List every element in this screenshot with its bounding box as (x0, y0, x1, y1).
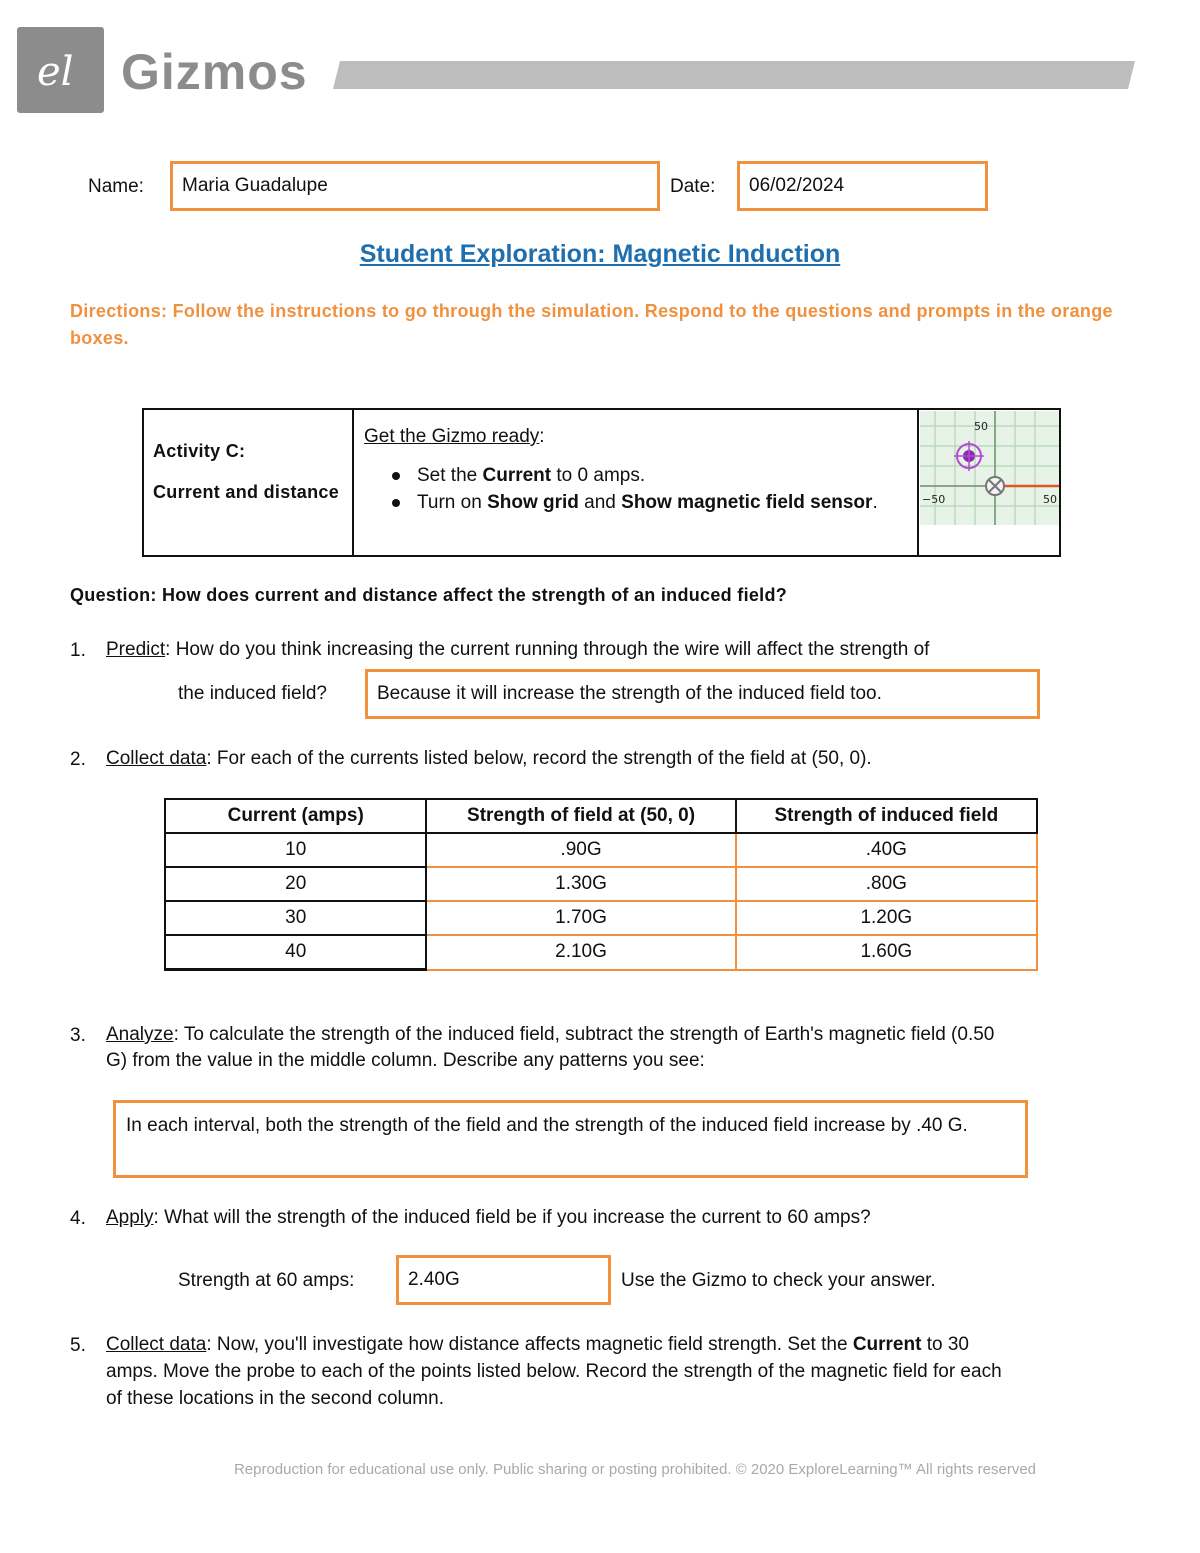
logo-icon (17, 27, 104, 113)
q3-number: 3. (70, 1025, 86, 1046)
table-header-row (165, 799, 1037, 833)
bullet1-bold: Current (482, 465, 552, 486)
grid-tick-left: −50 (922, 493, 946, 506)
bullet-icon (392, 499, 400, 507)
q1-text (106, 637, 1106, 663)
bullet-icon (392, 472, 400, 480)
q1-number: 1. (70, 640, 86, 661)
list-item (390, 489, 910, 516)
q4-body: : What will the strength of the induced field be if you increase the current to 60 amps? (153, 1207, 871, 1228)
q2-keyword: Collect data (106, 748, 207, 769)
q1-answer-box[interactable]: Because it will increase the strength of the induced field too. (365, 669, 1040, 719)
table-row (165, 867, 1037, 901)
header-bar (333, 61, 1135, 89)
q1-keyword: Predict (106, 639, 166, 660)
q4-number: 4. (70, 1208, 86, 1229)
list-item (390, 462, 910, 489)
page-title: Student Exploration: Magnetic Induction (359, 240, 841, 268)
name-field[interactable]: Maria Guadalupe (170, 161, 660, 211)
q2-body: : For each of the currents listed below, record the strength of the field at (50, 0). (206, 748, 872, 769)
q3-text2: G) from the value in the middle column. Describe any patterns you see: (106, 1050, 705, 1071)
q4-answer-box[interactable]: 2.40G (396, 1255, 611, 1305)
gizmo-grid-thumbnail (920, 411, 1059, 525)
activity-divider (917, 408, 919, 557)
header-field-strength: Strength of field at (50, 0) (426, 799, 735, 833)
q4-text (106, 1205, 1106, 1231)
field-cell[interactable]: .90G (426, 833, 735, 867)
activity-subtitle: Current and distance (153, 482, 340, 502)
q5-line2: amps. Move the probe to each of the points listed below. Record the strength of the magnetic field for each (106, 1361, 1002, 1382)
q2-text (106, 746, 1106, 772)
induced-cell[interactable]: 1.20G (736, 901, 1037, 935)
induced-cell[interactable]: 1.60G (736, 935, 1037, 970)
current-cell: 30 (165, 901, 426, 935)
activity-label: Activity C: (153, 441, 246, 461)
brand-name: Gizmos (121, 44, 308, 100)
q5-body-post: to 30 (921, 1334, 969, 1355)
bullet1-pre: Set the (417, 465, 483, 486)
data-table (164, 798, 1038, 971)
q3-body: : To calculate the strength of the induced field, subtract the strength of Earth's magnetic field (0.50 (173, 1024, 995, 1045)
activity-divider (352, 408, 354, 557)
field-cell[interactable]: 1.70G (426, 901, 735, 935)
induced-cell[interactable]: .80G (736, 867, 1037, 901)
q3-answer-box[interactable]: In each interval, both the strength of the field and the strength of the induced field increase by .40 G. (113, 1100, 1028, 1178)
bullet1-post: to 0 amps. (551, 465, 646, 486)
current-cell: 40 (165, 935, 426, 970)
current-cell: 20 (165, 867, 426, 901)
q3-keyword: Analyze (106, 1024, 174, 1045)
name-label: Name: (88, 176, 144, 197)
bullet2-bold2: Show magnetic field sensor (621, 492, 873, 513)
q4-after: Use the Gizmo to check your answer. (621, 1270, 936, 1291)
q1-text2: the induced field? (178, 683, 327, 704)
activity-ready (364, 426, 545, 448)
explorelearning-logo (17, 27, 104, 113)
q5-body-pre: : Now, you'll investigate how distance affects magnetic field strength. Set the (206, 1334, 853, 1355)
q4-label: Strength at 60 amps: (178, 1270, 355, 1291)
logo-glyph: el (37, 49, 74, 95)
table-row (165, 833, 1037, 867)
date-label: Date: (670, 176, 716, 197)
table-row (165, 901, 1037, 935)
grid-tick-right: 50 (1043, 493, 1057, 506)
induced-cell[interactable]: .40G (736, 833, 1037, 867)
grid-tick-top: 50 (974, 420, 988, 433)
header-induced-field: Strength of induced field (736, 799, 1037, 833)
q5-keyword: Collect data (106, 1334, 207, 1355)
ready-text: Get the Gizmo ready (364, 426, 540, 447)
q2-number: 2. (70, 749, 86, 770)
date-field[interactable]: 06/02/2024 (737, 161, 988, 211)
table-row (165, 935, 1037, 970)
q4-keyword: Apply (106, 1207, 154, 1228)
q5-line3: of these locations in the second column. (106, 1388, 444, 1409)
header-current: Current (amps) (165, 799, 426, 833)
q5-number: 5. (70, 1335, 86, 1356)
ready-colon: : (539, 426, 545, 447)
bullet2-post: . (872, 492, 878, 513)
q5-text (106, 1332, 1146, 1358)
bullet2-pre: Turn on (417, 492, 488, 513)
activity-instructions (390, 462, 910, 516)
footer: Reproduction for educational use only. Public sharing or posting prohibited. © 2020 ExploreLearning™ All rights reserved (233, 1461, 1037, 1478)
bullet2-mid: and (578, 492, 622, 513)
current-cell: 10 (165, 833, 426, 867)
field-cell[interactable]: 1.30G (426, 867, 735, 901)
q3-text (106, 1022, 1136, 1048)
field-cell[interactable]: 2.10G (426, 935, 735, 970)
question-heading: Question: How does current and distance affect the strength of an induced field? (70, 585, 788, 605)
q1-body: : How do you think increasing the current running through the wire will affect the strength of (165, 639, 930, 660)
bullet2-bold1: Show grid (487, 492, 579, 513)
q5-body-bold: Current (852, 1334, 922, 1355)
directions: Directions: Follow the instructions to go through the simulation. Respond to the questions and prompts in the orange boxes. (70, 301, 1113, 348)
